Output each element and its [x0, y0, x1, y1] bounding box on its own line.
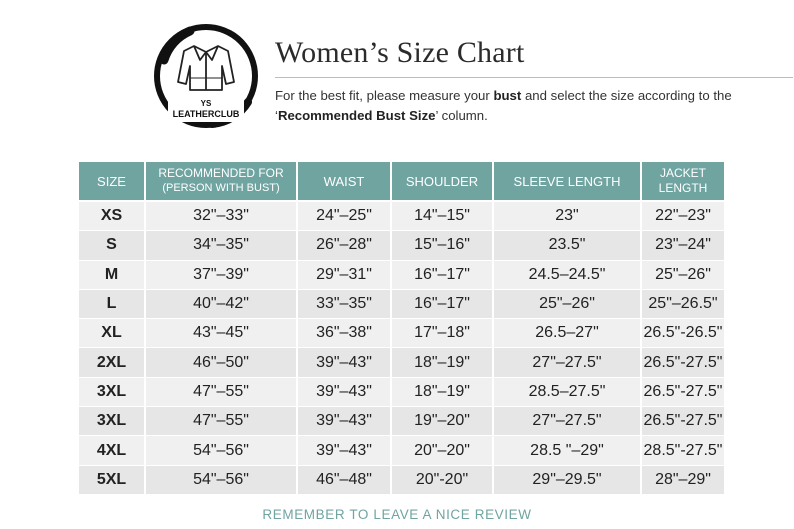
measurement-cell: 39"–43": [298, 348, 390, 377]
instructions-part1: For the best fit, please measure your: [275, 88, 494, 103]
size-cell: 3XL: [79, 378, 144, 407]
measurement-cell: 23": [494, 202, 640, 231]
measurement-cell: 27"–27.5": [494, 348, 640, 377]
page-title: Women’s Size Chart: [275, 36, 525, 69]
size-cell: XS: [79, 202, 144, 231]
size-cell: S: [79, 231, 144, 260]
review-reminder: REMEMBER TO LEAVE A NICE REVIEW: [262, 507, 532, 522]
measurement-cell: 40"–42": [146, 290, 296, 319]
size-table: [77, 162, 726, 495]
measurement-cell: 23.5": [494, 231, 640, 260]
table-row: [79, 407, 724, 436]
measurement-cell: 36"–38": [298, 319, 390, 348]
column-header: [642, 162, 724, 202]
instructions-text: [275, 86, 785, 126]
measurement-cell: 25"–26": [642, 261, 724, 290]
table-row: [79, 378, 724, 407]
measurement-cell: 54"–56": [146, 436, 296, 465]
measurement-cell: 26.5"-26.5": [642, 319, 724, 348]
size-cell: 4XL: [79, 436, 144, 465]
size-cell: M: [79, 261, 144, 290]
measurement-cell: 26"–28": [298, 231, 390, 260]
column-header-line1: RECOMMENDED FOR: [158, 166, 284, 180]
column-header: WAIST: [298, 162, 390, 202]
size-cell: 5XL: [79, 466, 144, 495]
measurement-cell: 17"–18": [392, 319, 492, 348]
measurement-cell: 15"–16": [392, 231, 492, 260]
table-row: [79, 290, 724, 319]
measurement-cell: 29"–31": [298, 261, 390, 290]
measurement-cell: 47"–55": [146, 378, 296, 407]
measurement-cell: 19"–20": [392, 407, 492, 436]
measurement-cell: 43"–45": [146, 319, 296, 348]
measurement-cell: 28.5"-27.5": [642, 436, 724, 465]
table-row: [79, 348, 724, 377]
column-header: SHOULDER: [392, 162, 492, 202]
measurement-cell: 26.5"-27.5": [642, 348, 724, 377]
measurement-cell: 26.5"-27.5": [642, 407, 724, 436]
measurement-cell: 18"–19": [392, 348, 492, 377]
measurement-cell: 20"–20": [392, 436, 492, 465]
size-cell: 2XL: [79, 348, 144, 377]
instructions-bold-column: Recommended Bust Size: [277, 108, 436, 123]
brand-logo: [150, 20, 262, 132]
measurement-cell: 26.5"-27.5": [642, 378, 724, 407]
column-header-line2: LENGTH: [658, 181, 708, 195]
table-body: [79, 202, 724, 495]
measurement-cell: 46"–50": [146, 348, 296, 377]
measurement-cell: 29"–29.5": [494, 466, 640, 495]
title-divider: [275, 77, 793, 78]
measurement-cell: 16"–17": [392, 290, 492, 319]
measurement-cell: 47"–55": [146, 407, 296, 436]
measurement-cell: 39"–43": [298, 436, 390, 465]
jacket-icon: [150, 20, 262, 132]
table-row: [79, 231, 724, 260]
table-row: [79, 436, 724, 465]
logo-line1: YS: [200, 99, 212, 108]
measurement-cell: 14"–15": [392, 202, 492, 231]
size-cell: 3XL: [79, 407, 144, 436]
measurement-cell: 39"–43": [298, 378, 390, 407]
measurement-cell: 24.5–24.5": [494, 261, 640, 290]
table-row: [79, 261, 724, 290]
measurement-cell: 39"–43": [298, 407, 390, 436]
measurement-cell: 33"–35": [298, 290, 390, 319]
logo-line2: LEATHERCLUB: [172, 109, 240, 119]
table-header-row: [79, 162, 724, 202]
instructions-bold-bust: bust: [493, 88, 522, 103]
measurement-cell: 22"–23": [642, 202, 724, 231]
measurement-cell: 20"-20": [392, 466, 492, 495]
measurement-cell: 16"–17": [392, 261, 492, 290]
measurement-cell: 26.5–27": [494, 319, 640, 348]
instructions-part3: ’ column.: [435, 108, 488, 123]
measurement-cell: 24"–25": [298, 202, 390, 231]
column-header: SLEEVE LENGTH: [494, 162, 640, 202]
table-row: [79, 202, 724, 231]
measurement-cell: 28"–29": [642, 466, 724, 495]
measurement-cell: 37"–39": [146, 261, 296, 290]
measurement-cell: 32"–33": [146, 202, 296, 231]
measurement-cell: 23"–24": [642, 231, 724, 260]
column-header-line1: JACKET: [659, 166, 706, 180]
measurement-cell: 27"–27.5": [494, 407, 640, 436]
measurement-cell: 25"–26.5": [642, 290, 724, 319]
size-cell: XL: [79, 319, 144, 348]
column-header-line2: (PERSON WITH BUST): [162, 182, 280, 194]
table-row: [79, 319, 724, 348]
column-header: SIZE: [79, 162, 144, 202]
measurement-cell: 28.5 "–29": [494, 436, 640, 465]
table-row: [79, 466, 724, 495]
instructions-part2: and select the size according to the ‘: [275, 88, 732, 123]
column-header: [146, 162, 296, 202]
measurement-cell: 34"–35": [146, 231, 296, 260]
measurement-cell: 46"–48": [298, 466, 390, 495]
measurement-cell: 28.5–27.5": [494, 378, 640, 407]
measurement-cell: 18"–19": [392, 378, 492, 407]
measurement-cell: 54"–56": [146, 466, 296, 495]
size-cell: L: [79, 290, 144, 319]
measurement-cell: 25"–26": [494, 290, 640, 319]
